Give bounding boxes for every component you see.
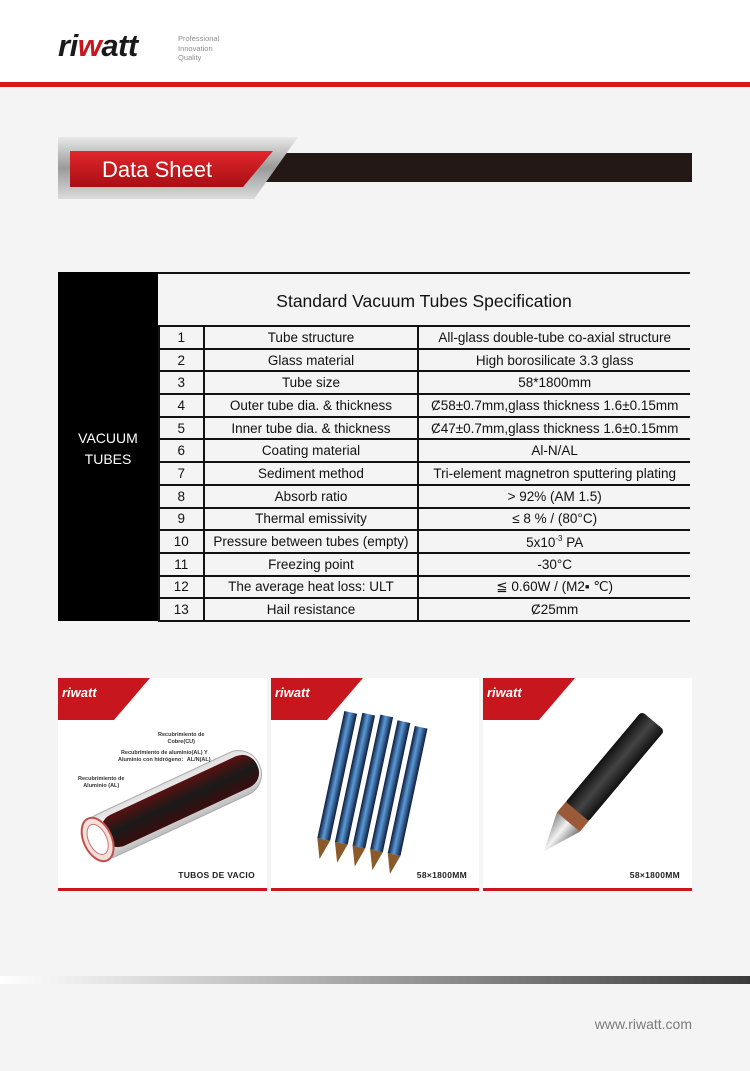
table-row: 7 Sediment method Tri-element magnetron sputtering plating: [159, 462, 690, 485]
footer-url: www.riwatt.com: [594, 1016, 692, 1032]
tagline-line: Professional: [178, 34, 220, 43]
footer-stripe: [0, 976, 750, 984]
table-row: 6 Coating material Al-N/AL: [159, 439, 690, 462]
annotation-aluminium-nitride: Recubrimiento de aluminio(AL) Y Aluminio con hidrógeno：AL/N(AL): [118, 750, 211, 763]
annotation-aluminium: Recubrimiento de Aluminio (AL): [78, 776, 125, 789]
header-red-rule: [0, 82, 750, 87]
photo-caption: TUBOS DE VACIO: [178, 870, 255, 880]
table-row: 9 Thermal emissivity ≤ 8 % / (80°C): [159, 508, 690, 531]
photo-caption: 58×1800MM: [416, 870, 467, 880]
spec-title: Standard Vacuum Tubes Specification: [276, 291, 572, 311]
table-row: 4 Outer tube dia. & thickness Ȼ58±0.7mm,glass thickness 1.6±0.15mm: [159, 394, 690, 417]
table-row: 5 Inner tube dia. & thickness Ȼ47±0.7mm,glass thickness 1.6±0.15mm: [159, 417, 690, 440]
product-photos: [58, 678, 692, 891]
table-row: 10 Pressure between tubes (empty) $5x10^{-3}$ PA: [159, 530, 690, 553]
tagline-line: Innovation: [178, 43, 213, 53]
tagline-line: Quality: [178, 53, 202, 62]
photo-tube-cross-section: [58, 678, 267, 891]
table-row: 13 Hail resistance Ȼ25mm: [159, 598, 690, 621]
photo-caption: 58×1800MM: [629, 870, 680, 880]
table-row: 11 Freezing point -30°C: [159, 553, 690, 576]
photo-single-tube: [483, 678, 692, 891]
annotation-copper: Recubrimiento de Cobre(CU): [158, 732, 205, 745]
spec-table: [158, 325, 690, 622]
vacuum-tubes-label: VACUUM TUBES: [78, 430, 138, 467]
page-header: [0, 0, 750, 82]
data-sheet-banner: [58, 137, 698, 199]
table-row: 8 Absorb ratio > 92% (AM 1.5): [159, 485, 690, 508]
riwatt-badge-text: riwatt: [62, 685, 97, 700]
table-row: 1 Tube structure All-glass double-tube co-axial structure: [159, 326, 690, 349]
riwatt-badge-text: riwatt: [275, 685, 310, 700]
riwatt-logo: riwatt: [58, 28, 138, 63]
spec-title-area: [158, 272, 690, 326]
table-row: 12 The average heat loss: ULT ≦ 0.60W / (M2▪ ℃): [159, 576, 690, 599]
banner-title: Data Sheet: [102, 157, 213, 182]
banner-dark-bar: [258, 153, 692, 182]
table-row: 2 Glass material High borosilicate 3.3 glass: [159, 349, 690, 372]
riwatt-badge-text: riwatt: [487, 685, 522, 700]
photo-tube-bundle: [271, 678, 479, 891]
table-row: 3 Tube size 58*1800mm: [159, 371, 690, 394]
vacuum-tubes-column: [58, 272, 158, 621]
tagline: [178, 34, 219, 63]
